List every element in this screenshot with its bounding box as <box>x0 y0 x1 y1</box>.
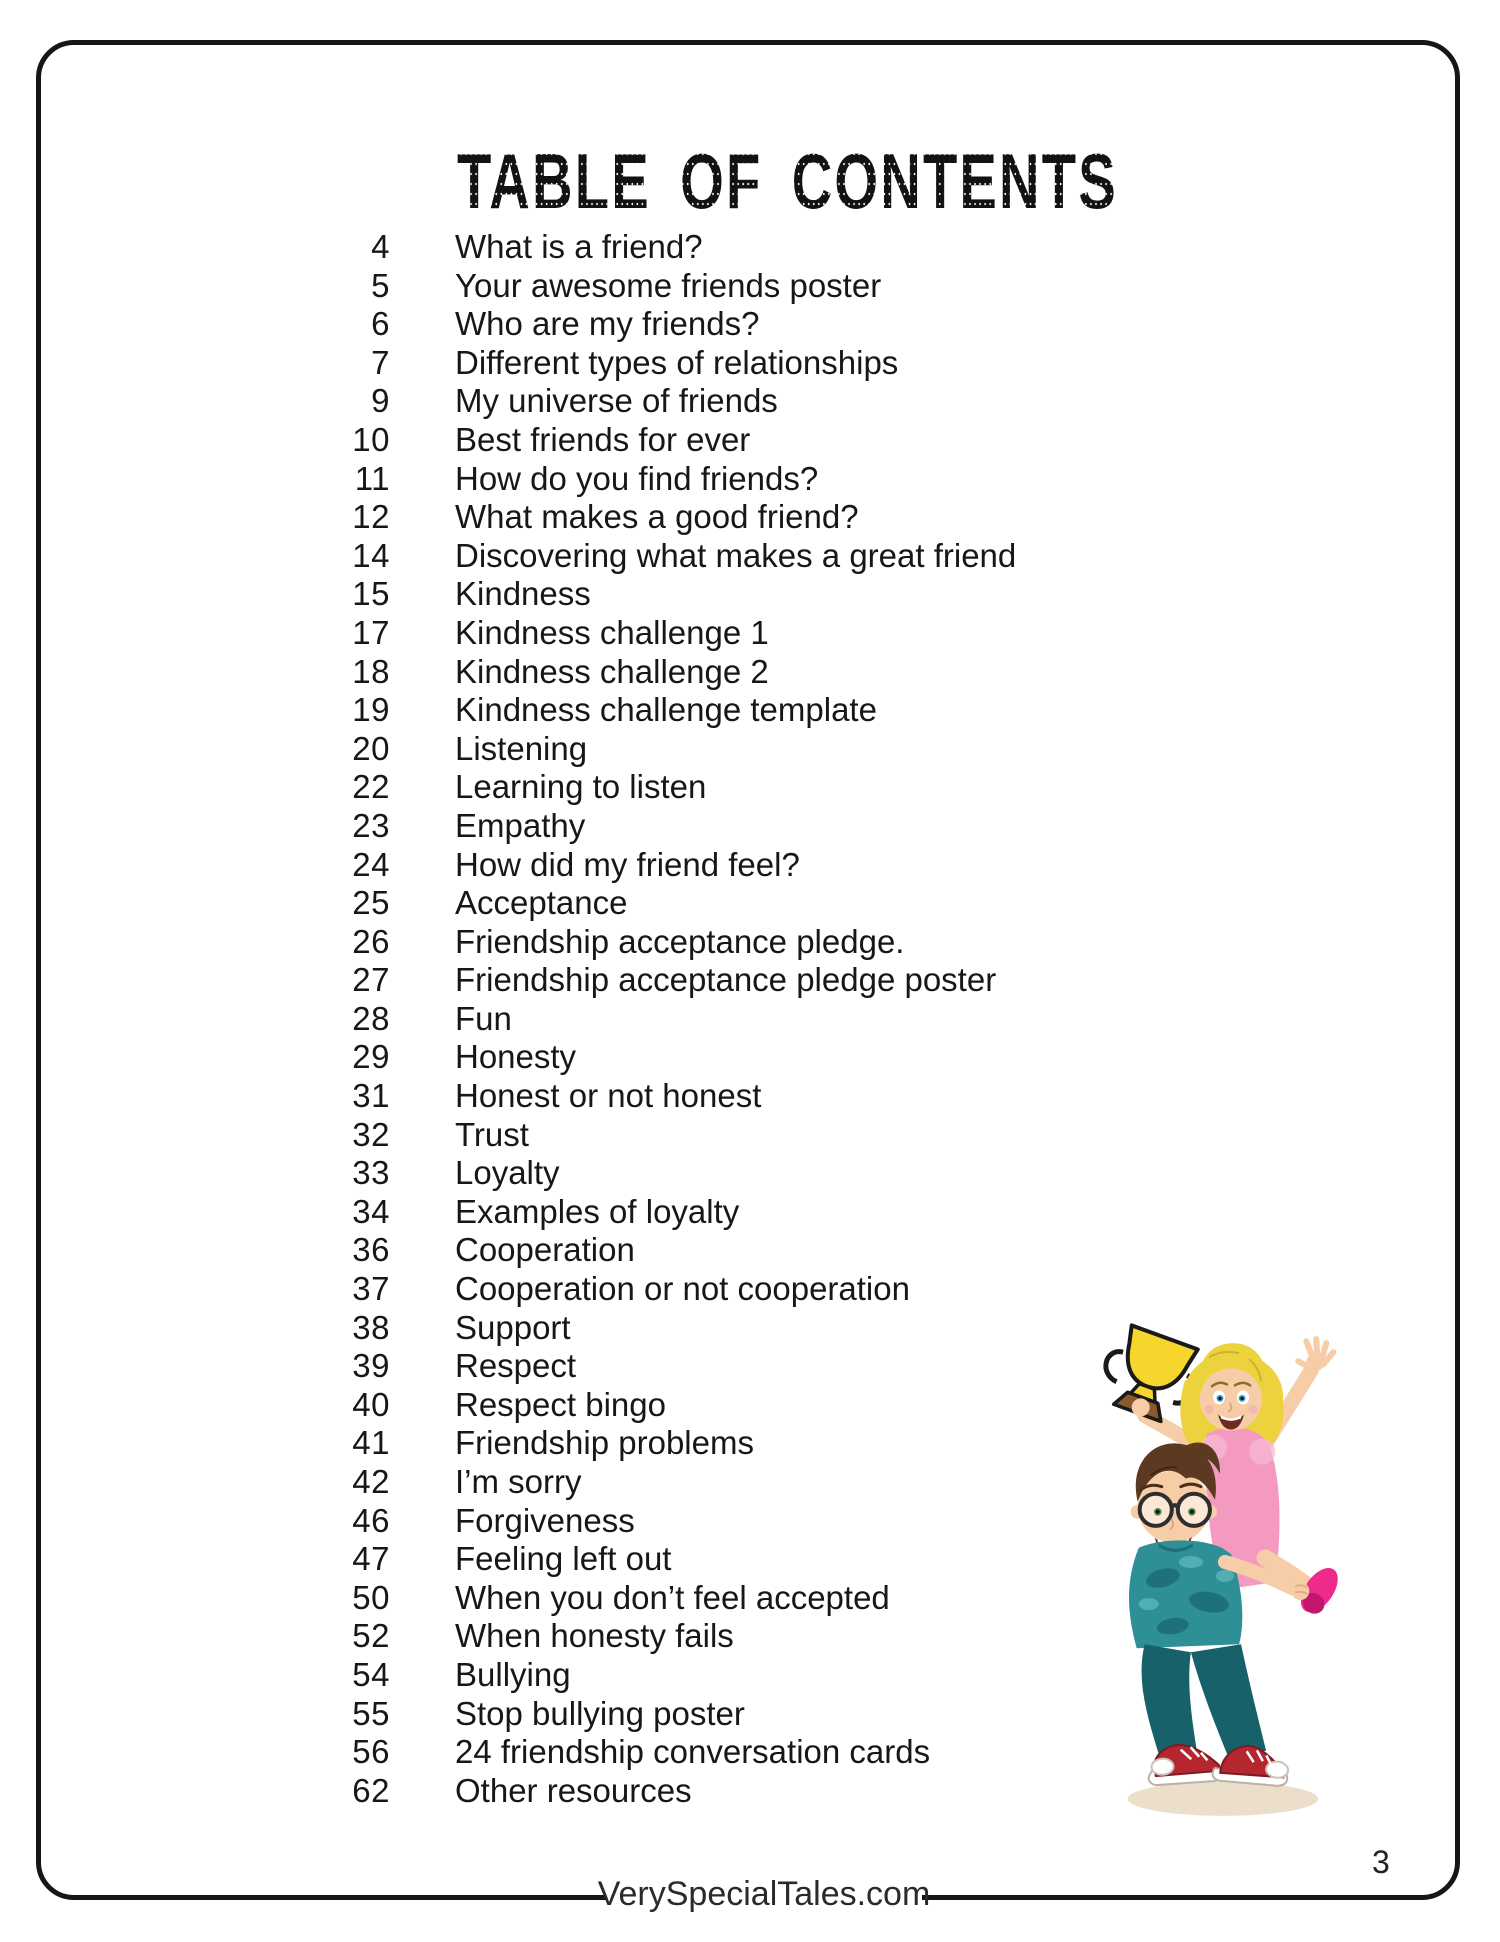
toc-page-number: 18 <box>352 652 390 690</box>
toc-row <box>0 1000 1200 1039</box>
toc-page-number: 10 <box>352 420 390 458</box>
toc-row <box>0 1231 1200 1270</box>
toc-row <box>0 537 1200 576</box>
toc-entry-label: Kindness challenge 1 <box>455 613 769 651</box>
toc-row <box>0 1116 1200 1155</box>
toc-page-number: 14 <box>352 536 390 574</box>
toc-row <box>0 653 1200 692</box>
toc-entry-label: What is a friend? <box>455 228 703 265</box>
toc-entry-label: Honest or not honest <box>455 1077 762 1115</box>
toc-row <box>0 884 1200 923</box>
toc-row <box>0 421 1200 460</box>
toc-page-number: 27 <box>352 961 390 999</box>
toc-entry-label: 24 friendship conversation cards <box>455 1733 931 1771</box>
toc-page-number: 38 <box>352 1308 390 1346</box>
toc-row <box>0 1154 1200 1193</box>
toc-page-number: 50 <box>352 1578 390 1616</box>
toc-page-number: 56 <box>352 1733 390 1771</box>
toc-entry-label: Support <box>455 1308 571 1346</box>
toc-row <box>0 382 1200 421</box>
toc-entry-label: Cooperation or not cooperation <box>455 1270 910 1308</box>
toc-entry-label: How do you find friends? <box>455 459 819 497</box>
toc-entry-label: My universe of friends <box>455 382 778 420</box>
toc-page-number: 46 <box>352 1501 390 1539</box>
toc-page-number: 5 <box>371 266 390 304</box>
toc-page-number: 25 <box>352 884 390 922</box>
toc-page-number: 12 <box>352 498 390 536</box>
footer-brand: VerySpecialTales.com <box>597 1875 931 1913</box>
toc-page-number: 62 <box>352 1771 390 1809</box>
toc-page-number: 41 <box>352 1424 390 1462</box>
page-number: 3 <box>1372 1844 1390 1880</box>
toc-row <box>0 267 1200 306</box>
toc-page-number: 9 <box>371 382 390 420</box>
toc-page-number: 28 <box>352 999 390 1037</box>
toc-entry-label: Empathy <box>455 806 586 844</box>
toc-entry-label: Kindness <box>455 575 591 613</box>
toc-entry-label: Your awesome friends poster <box>455 266 882 304</box>
toc-page-number: 31 <box>352 1077 390 1115</box>
toc-page-number: 26 <box>352 922 390 960</box>
toc-entry-label: Examples of loyalty <box>455 1192 740 1230</box>
toc-page-number: 19 <box>352 691 390 729</box>
toc-page-number: 20 <box>352 729 390 767</box>
toc-page-number: 52 <box>352 1617 390 1655</box>
toc-page-number: 29 <box>352 1038 390 1076</box>
toc-page-number: 11 <box>354 459 390 497</box>
toc-entry-label: Other resources <box>455 1771 692 1809</box>
toc-row <box>0 961 1200 1000</box>
toc-page-number: 37 <box>352 1270 390 1308</box>
toc-page-number: 23 <box>352 806 390 844</box>
toc-entry-label: Feeling left out <box>455 1540 672 1578</box>
toc-entry-label: Fun <box>455 999 512 1037</box>
toc-entry-label: Learning to listen <box>455 768 707 806</box>
toc-row <box>0 1077 1200 1116</box>
toc-entry-label: What makes a good friend? <box>455 498 859 536</box>
toc-entry-label: Different types of relationships <box>455 343 899 381</box>
toc-row <box>0 691 1200 730</box>
toc-page-number: 24 <box>352 845 390 883</box>
toc-entry-label: Friendship acceptance pledge. <box>455 922 905 960</box>
toc-page-number: 42 <box>352 1463 390 1500</box>
toc-entry-label: When honesty fails <box>455 1617 734 1655</box>
toc-page-number: 47 <box>352 1540 390 1578</box>
toc-entry-label: Listening <box>455 729 588 767</box>
toc-row <box>0 498 1200 537</box>
toc-entry-label: Trust <box>455 1115 529 1153</box>
toc-entry-label: When you don’t feel accepted <box>455 1578 890 1616</box>
page-title: TABLE OF CONTENTS <box>457 137 1118 225</box>
toc-row <box>0 730 1200 769</box>
toc-page-number: 32 <box>352 1115 390 1153</box>
toc-page-number: 40 <box>352 1385 390 1423</box>
toc-page-number: 34 <box>352 1192 390 1230</box>
toc-row <box>0 923 1200 962</box>
toc-entry-label: Cooperation <box>455 1231 635 1269</box>
toc-row <box>0 460 1200 499</box>
ground-shadow <box>1128 1782 1319 1816</box>
toc-page-number: 15 <box>352 575 390 613</box>
toc-entry-label: Respect bingo <box>455 1385 666 1423</box>
toc-row <box>0 768 1200 807</box>
toc-page-number: 39 <box>352 1347 390 1385</box>
toc-entry-label: Friendship acceptance pledge poster <box>455 961 997 999</box>
toc-page-number: 54 <box>352 1655 390 1693</box>
toc-entry-label: Best friends for ever <box>455 420 751 458</box>
toc-entry-label: Who are my friends? <box>455 305 760 343</box>
toc-row <box>0 614 1200 653</box>
toc-entry-label: Stop bullying poster <box>455 1694 745 1732</box>
toc-entry-label: Acceptance <box>455 884 628 922</box>
toc-entry-label: Kindness challenge 2 <box>455 652 769 690</box>
toc-page-number: 6 <box>371 305 390 343</box>
toc-entry-label: Forgiveness <box>455 1501 635 1539</box>
toc-entry-label: Loyalty <box>455 1154 560 1192</box>
children-illustration <box>1012 1285 1444 1857</box>
toc-page-number: 36 <box>352 1231 390 1269</box>
toc-row <box>0 807 1200 846</box>
toc-entry-label: Kindness challenge template <box>455 691 877 729</box>
toc-page-number: 4 <box>371 228 390 265</box>
toc-row <box>0 228 1200 267</box>
toc-entry-label: Friendship problems <box>455 1424 754 1462</box>
toc-row <box>0 1193 1200 1232</box>
toc-page-number: 33 <box>352 1154 390 1192</box>
toc-page-number: 22 <box>352 768 390 806</box>
toc-entry-label: How did my friend feel? <box>455 845 800 883</box>
toc-row <box>0 344 1200 383</box>
sneaker-right <box>1212 1742 1290 1787</box>
toc-page-number: 55 <box>352 1694 390 1732</box>
toc-entry-label: Bullying <box>455 1655 571 1693</box>
toc-row <box>0 575 1200 614</box>
toc-entry-label: Respect <box>455 1347 577 1385</box>
toc-entry-label: Honesty <box>455 1038 577 1076</box>
toc-entry-label: Discovering what makes a great friend <box>455 536 1017 574</box>
toc-row <box>0 1038 1200 1077</box>
toc-page-number: 7 <box>371 343 390 381</box>
toc-row <box>0 305 1200 344</box>
toc-row <box>0 846 1200 885</box>
toc-entry-label: I’m sorry <box>455 1463 582 1500</box>
toc-page-number: 17 <box>352 613 390 651</box>
